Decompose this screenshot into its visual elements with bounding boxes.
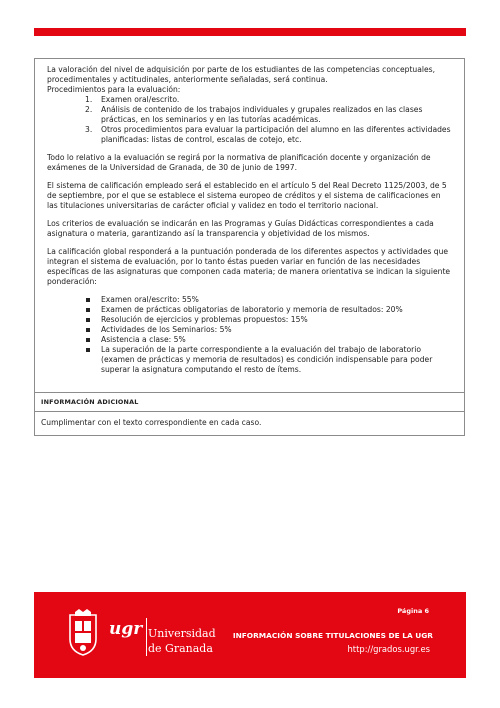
bullet-square-icon (86, 348, 90, 352)
svg-text:ugr: ugr (109, 619, 143, 639)
list-item: La superación de la parte correspondiente a la evaluación del trabajo de laboratorio (examen de prácticas y memoria de resultados) es condición indispensable para poder superar la asignatura computando el resto de ítems. (47, 345, 452, 375)
logo-separator (146, 618, 147, 656)
bullet-square-icon (86, 328, 90, 332)
bullet-square-icon (86, 298, 90, 302)
list-item: 3. Otros procedimientos para evaluar la participación del alumno en las diferentes actividades planificadas: listas de control, escalas de cotejo, etc. (85, 125, 451, 144)
list-item: 2. Análisis de contenido de los trabajos individuales y grupales realizados en las clases prácticas, en los seminarios y en las tutorías académicas. (85, 105, 423, 124)
footer-title: INFORMACIÓN SOBRE TITULACIONES DE LA UGR (232, 631, 433, 640)
paragraph-valoracion: La valoración del nivel de adquisición por parte de los estudiantes de las competencias conceptuales, procedimentales y actitudinales, anteriormente señaladas, será continua. (47, 65, 436, 84)
university-seal-icon (66, 609, 100, 657)
table-divider (35, 411, 464, 412)
university-name-line2: de Granada (148, 642, 213, 655)
paragraph-normativa: Todo lo relativo a la evaluación se regirá por la normativa de planificación docente y organización de exámenes de la Universidad de Granada, de 30 de junio de 1997. (47, 153, 431, 172)
ugr-logo-icon (108, 614, 144, 644)
paragraph-calificacion-global: La calificación global responderá a la puntuación ponderada de los diferentes aspectos y actividades que integran el sistema de evaluación, por lo tanto éstas pueden variar en función de las necesidades específicas de las asignaturas que componen cada materia; de manera orientativa se indican la siguiente ponderación: (47, 247, 451, 286)
additional-info-header: INFORMACIÓN ADICIONAL (41, 398, 139, 406)
list-item: Asistencia a clase: 5% (47, 335, 452, 345)
list-item: Resolución de ejercicios y problemas propuestos: 15% (47, 315, 452, 325)
page-footer (34, 592, 466, 678)
table-divider (35, 392, 464, 393)
list-item: Actividades de los Seminarios: 5% (47, 325, 452, 335)
list-item: Examen oral/escrito: 55% (47, 295, 452, 305)
paragraph-procedimientos: Procedimientos para la evaluación: (47, 85, 181, 94)
evaluation-table (34, 58, 465, 436)
paragraph-sistema-calificacion: El sistema de calificación empleado será el establecido en el artículo 5 del Real Decreto 1125/2003, de 5 de septiembre, por el que se establece el sistema europeo de créditos y el sistema de calificaciones en las titulaciones universitarias de carácter oficial y validez en todo el territorio nacional. (47, 181, 447, 210)
bullet-square-icon (86, 308, 90, 312)
weighting-list (47, 295, 452, 375)
bullet-square-icon (86, 318, 90, 322)
bullet-square-icon (86, 338, 90, 342)
procedures-list (47, 95, 452, 145)
paragraph-criterios: Los criterios de evaluación se indicarán en las Programas y Guías Didácticas correspondientes a cada asignatura o materia, garantizando así la transparencia y objetividad de los mismos. (47, 219, 434, 238)
additional-info-text: Cumplimentar con el texto correspondiente en cada caso. (41, 418, 262, 427)
top-red-bar (34, 28, 466, 36)
evaluation-cell (35, 59, 464, 391)
university-name-line1: Universidad (148, 627, 216, 640)
list-item: 1. Examen oral/escrito. (85, 95, 180, 104)
list-item: Examen de prácticas obligatorias de laboratorio y memoria de resultados: 20% (47, 305, 452, 315)
page-number: Página 6 (397, 607, 429, 615)
footer-url-link[interactable]: http://grados.ugr.es (347, 644, 430, 654)
